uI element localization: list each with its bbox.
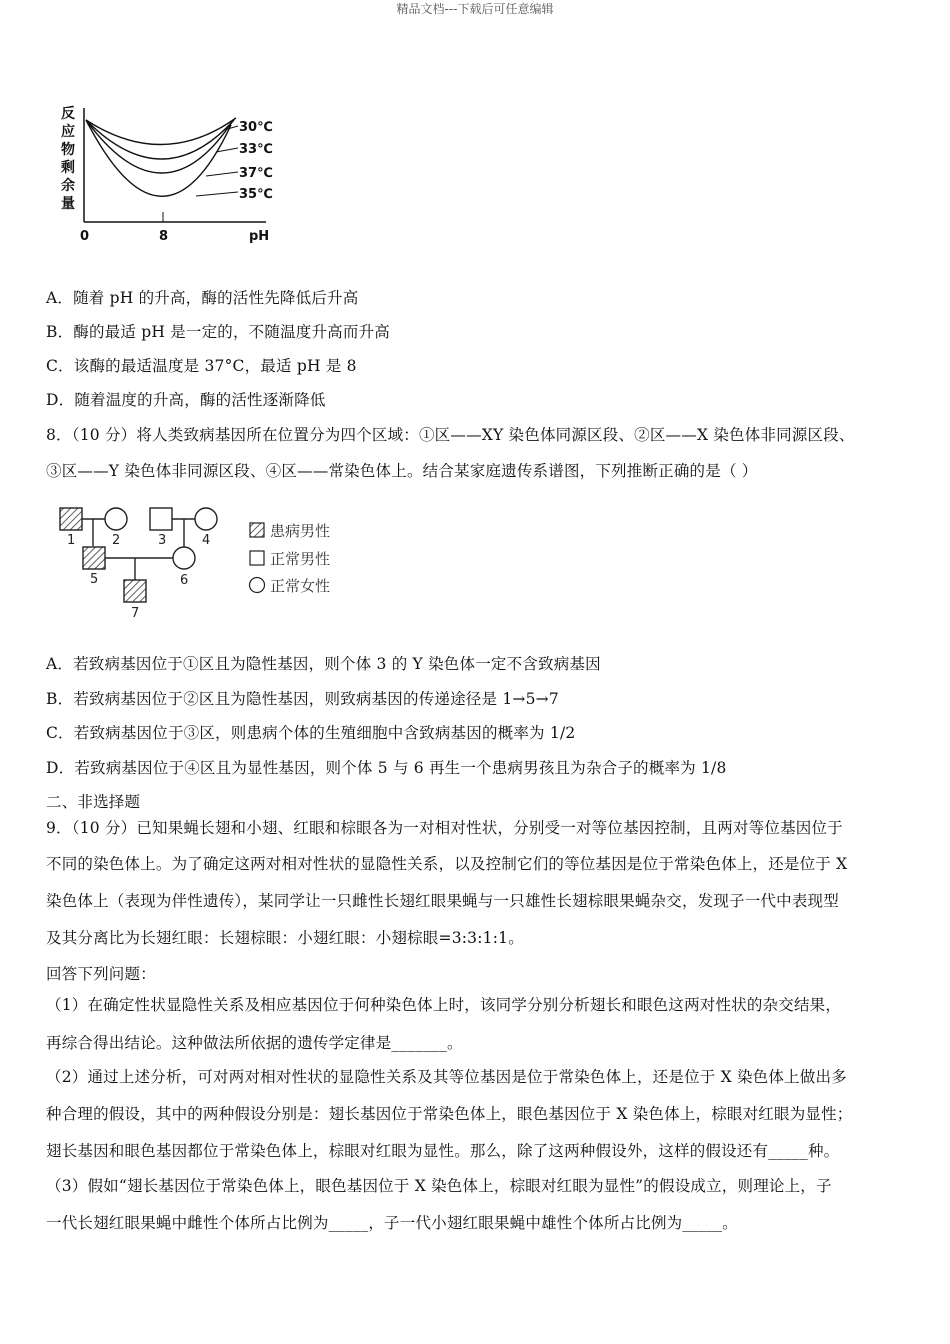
x-axis-label: pH: [249, 229, 270, 244]
individual-4-normal-female: [195, 508, 217, 530]
q8-option-a: A．若致病基因位于①区且为隐性基因，则个体 3 的 Y 染色体一定不含致病基因: [46, 655, 601, 673]
legend-affected-male-swatch: [250, 523, 264, 537]
q9-line: （2）通过上述分析，可对两对相对性状的显隐性关系及其等位基因是位于常染色体上，还是位于 X 染色体上做出多: [46, 1068, 847, 1086]
pedigree-number: 3: [158, 533, 167, 548]
y-label-char: 物: [61, 142, 75, 158]
q8-stem-line2: ③区——Y 染色体非同源区段、④区——常染色体上。结合某家庭遗传系谱图，下列推断正确的是（ ）: [46, 462, 758, 480]
legend-normal-female-swatch: [250, 578, 265, 593]
q7-option-b: B．酶的最适 pH 是一定的，不随温度升高而升高: [46, 323, 390, 341]
q9-line: 回答下列问题：: [46, 965, 156, 983]
enzyme-activity-graph: [56, 100, 286, 250]
origin-label: 0: [80, 229, 90, 244]
legend-label: 正常男性: [270, 550, 331, 568]
y-label-char: 量: [61, 196, 75, 212]
pedigree-number: 6: [180, 573, 189, 588]
pedigree-number: 5: [90, 572, 99, 587]
q9-line: 种合理的假设，其中的两种假设分别是：翅长基因位于常染色体上，眼色基因位于 X 染色体上，棕眼对红眼为显性；: [46, 1105, 853, 1123]
x-tick-label: 8: [159, 229, 169, 244]
individual-7-affected-male: [124, 580, 146, 602]
pedigree-number: 1: [67, 533, 76, 548]
q8-option-b: B．若致病基因位于②区且为隐性基因，则致病基因的传递途径是 1→5→7: [46, 690, 559, 708]
pedigree-number: 7: [131, 606, 140, 621]
q7-option-c: C．该酶的最适温度是 37°C，最适 pH 是 8: [46, 357, 357, 375]
individual-3-normal-male: [150, 508, 172, 530]
q7-option-d: D．随着温度的升高，酶的活性逐渐降低: [46, 391, 326, 409]
individual-6-normal-female: [173, 547, 195, 569]
pedigree-number: 4: [202, 533, 211, 548]
q9-line: 翅长基因和眼色基因都位于常染色体上，棕眼对红眼为显性。那么，除了这两种假设外，这样的假设还有_____种。: [46, 1142, 840, 1160]
section-heading: 二、非选择题: [46, 793, 141, 811]
legend-label: 正常女性: [270, 577, 331, 595]
q9-line: （1）在确定性状显隐性关系及相应基因位于何种染色体上时，该同学分别分析翅长和眼色这两对性状的杂交结果，: [46, 996, 842, 1014]
y-label-char: 应: [61, 124, 75, 140]
legend-label: 患病男性: [270, 522, 331, 540]
q9-line: 再综合得出结论。这种做法所依据的遗传学定律是_______。: [46, 1034, 463, 1052]
q9-line: （3）假如“翅长基因位于常染色体上，眼色基因位于 X 染色体上，棕眼对红眼为显性”的假设成立，则理论上，子: [46, 1177, 832, 1195]
q8-stem-line1: 8．（10 分）将人类致病基因所在位置分为四个区域：①区——XY 染色体同源区段、②区——X 染色体非同源区段、: [46, 426, 855, 444]
pedigree-number: 2: [112, 533, 121, 548]
individual-5-affected-male: [83, 547, 105, 569]
individual-1-affected-male: [60, 508, 82, 530]
q7-option-a: A．随着 pH 的升高，酶的活性先降低后升高: [46, 289, 359, 307]
curve-label: 35℃: [239, 187, 273, 202]
individual-2-normal-female: [105, 508, 127, 530]
legend-normal-male-swatch: [250, 551, 264, 565]
y-label-char: 余: [61, 178, 75, 194]
curve-label: 30℃: [239, 120, 273, 135]
q8-option-c: C．若致病基因位于③区，则患病个体的生殖细胞中含致病基因的概率为 1/2: [46, 724, 576, 742]
y-label-char: 反: [61, 106, 75, 122]
curve-label: 37℃: [239, 166, 273, 181]
q9-line: 及其分离比为长翅红眼：长翅棕眼：小翅红眼：小翅棕眼=3:3:1:1。: [46, 929, 524, 947]
q9-line: 一代长翅红眼果蝇中雌性个体所占比例为_____，子一代小翅红眼果蝇中雄性个体所占比例为_____。: [46, 1214, 738, 1232]
q8-option-d: D．若致病基因位于④区且为显性基因，则个体 5 与 6 再生一个患病男孩且为杂合子的概率为 1/8: [46, 759, 727, 777]
y-label-char: 剩: [61, 160, 75, 176]
q9-line: 9．（10 分）已知果蝇长翅和小翅、红眼和棕眼各为一对相对性状，分别受一对等位基因控制，且两对等位基因位于: [46, 819, 843, 837]
curve-label: 33℃: [239, 142, 273, 157]
pedigree-chart: [50, 500, 370, 625]
q9-line: 染色体上（表现为伴性遗传），某同学让一只雌性长翅红眼果蝇与一只雄性长翅棕眼果蝇杂交，发现子一代中表现型: [46, 892, 839, 910]
q9-line: 不同的染色体上。为了确定这两对相对性状的显隐性关系，以及控制它们的等位基因是位于常染色体上，还是位于 X: [46, 855, 848, 873]
page-header: 精品文档---下载后可任意编辑: [396, 2, 554, 16]
curve-30c: [86, 118, 236, 145]
curve-37c: [86, 120, 232, 173]
curve-33c: [86, 120, 234, 159]
